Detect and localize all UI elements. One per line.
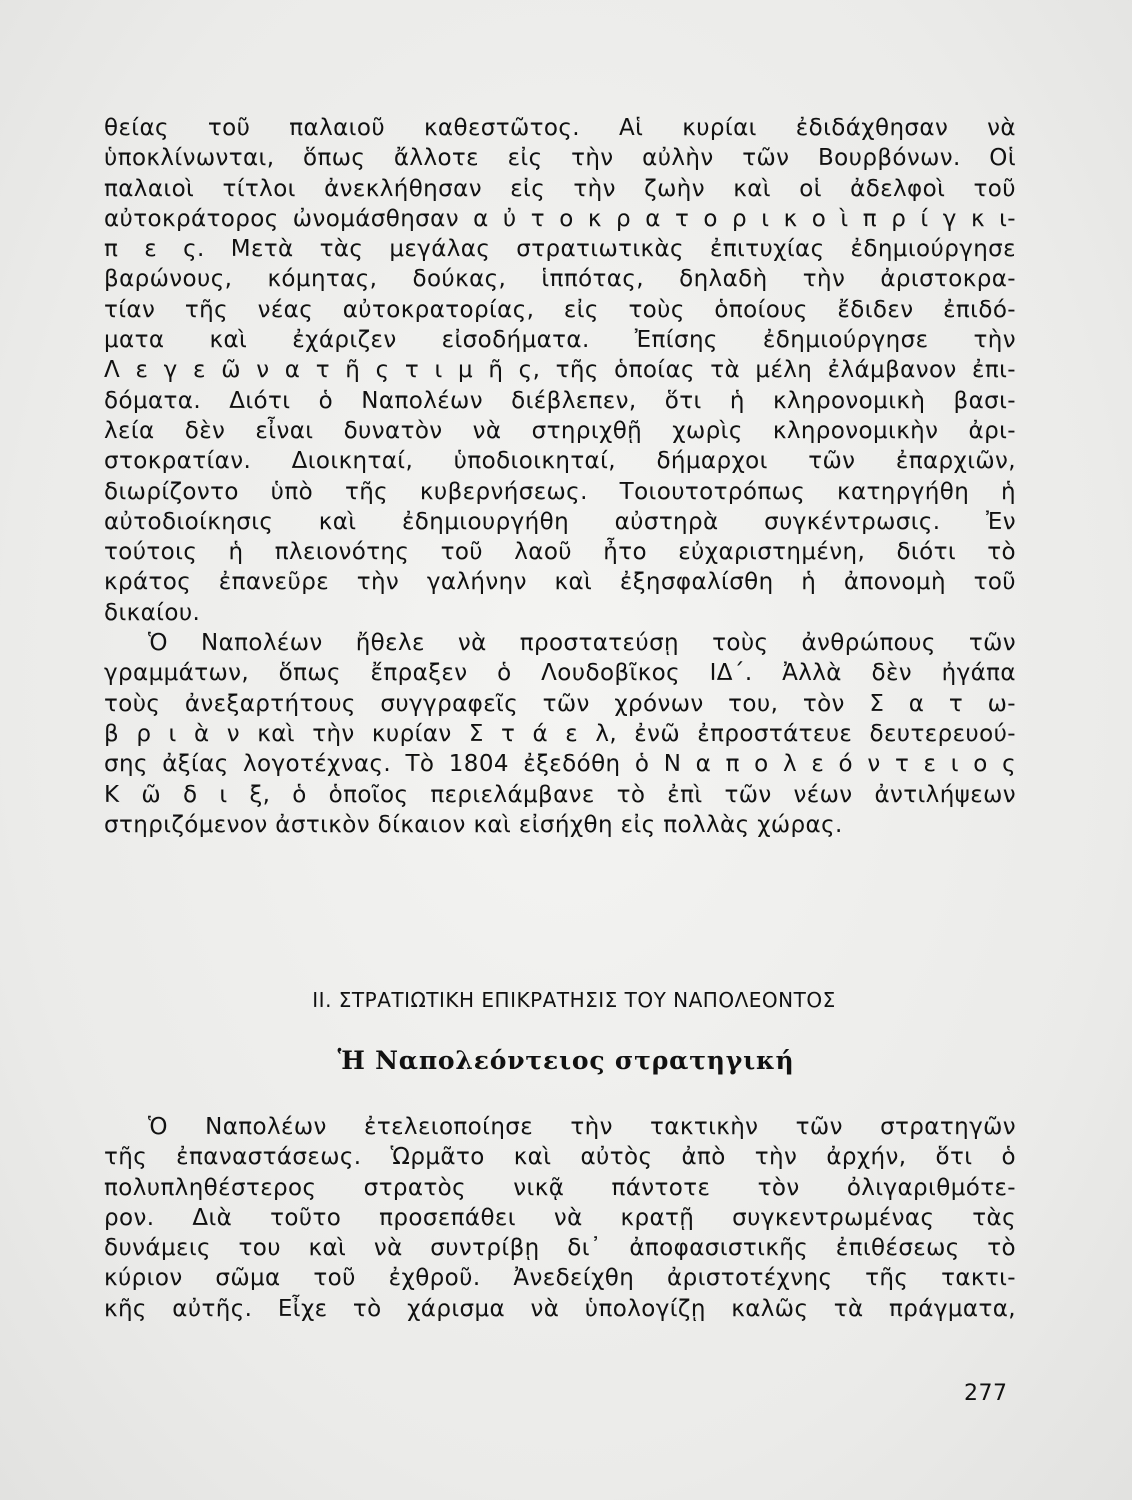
text-line: στοκρατίαν. Διοικηταί, ὑποδιοικηταί, δήμαρχοι τῶν ἐπαρχιῶν, (104, 448, 1016, 475)
body-text-top (104, 113, 1016, 840)
text-line: τούτοις ἡ πλειονότης τοῦ λαοῦ ἦτο εὐχαριστημένη, διότι τὸ (104, 539, 1016, 566)
text-line: ὑποκλίνωνται, ὅπως ἄλλοτε εἰς τὴν αὐλὴν τῶν Βουρβόνων. Οἱ (104, 145, 1016, 172)
text-line: διωρίζοντο ὑπὸ τῆς κυβερνήσεως. Τοιουτοτρόπως κατηργήθη ἡ (104, 478, 1016, 505)
text-line: Ὁ Ναπολέων ἤθελε νὰ προστατεύσῃ τοὺς ἀνθρώπους τῶν (148, 630, 1016, 657)
text-line: θείας τοῦ παλαιοῦ καθεστῶτος. Αἱ κυρίαι ἐδιδάχθησαν νὰ (104, 115, 1016, 141)
text-line: βαρώνους, κόμητας, δούκας, ἱππότας, δηλαδὴ τὴν ἀριστοκρα- (104, 266, 1016, 293)
text-line: δικαίου. (104, 599, 201, 626)
text-line: αὐτοκράτορος ὠνομάσθησαν α ὐ τ ο κ ρ α τ ο ρ ι κ ο ὶ π ρ ί γ κ ι- (104, 205, 1016, 232)
text-line: π ε ς. Μετὰ τὰς μεγάλας στρατιωτικὰς ἐπιτυχίας ἐδημιούργησε (104, 236, 1016, 263)
subheading: Ἡ Ναπολεόντειος στρατηγική (337, 1046, 795, 1075)
text-line: Ὁ Ναπολέων ἐτελειοποίησε τὴν τακτικὴν τῶν στρατηγῶν (148, 1114, 1016, 1140)
page-number: 277 (964, 1381, 1008, 1406)
text-line: κῆς αὐτῆς. Εἶχε τὸ χάρισμα νὰ ὑπολογίζῃ καλῶς τὰ πράγματα, (104, 1295, 1016, 1322)
text-line: αὐτοδιοίκησις καὶ ἐδημιουργήθη αὐστηρὰ συγκέντρωσις. Ἐν (104, 508, 1016, 535)
text-line: στηριζόμενον ἀστικὸν δίκαιον καὶ εἰσήχθη εἰς πολλὰς χώρας. (104, 811, 843, 838)
text-line: γραμμάτων, ὅπως ἔπραξεν ὁ Λουδοβῖκος ΙΔ΄. Ἀλλὰ δὲν ἠγάπα (104, 660, 1016, 687)
text-line: τῆς ἐπαναστάσεως. Ὡρμᾶτο καὶ αὐτὸς ἀπὸ τὴν ἀρχήν, ὅτι ὁ (104, 1144, 1016, 1171)
body-text-bottom (104, 1112, 1016, 1324)
text-line: Λ ε γ ε ῶ ν α τ ῆ ς τ ι μ ῆ ς, τῆς ὁποίας τὰ μέλη ἐλάμβανον ἐπι- (104, 357, 1016, 384)
text-line: πολυπληθέστερος στρατὸς νικᾷ πάντοτε τὸν ὀλιγαριθμότε- (104, 1174, 1016, 1201)
text-line: παλαιοὶ τίτλοι ἀνεκλήθησαν εἰς τὴν ζωὴν καὶ οἱ ἀδελφοὶ τοῦ (104, 175, 1016, 202)
text-line: σης ἀξίας λογοτέχνας. Τὸ 1804 ἐξεδόθη ὁ Ν α π ο λ ε ό ν τ ε ι ο ς (104, 751, 1016, 778)
text-line: δυνάμεις του καὶ νὰ συντρίβῃ δι᾿ ἀποφασιστικῆς ἐπιθέσεως τὸ (104, 1235, 1016, 1262)
text-line: Κ ῶ δ ι ξ, ὁ ὁποῖος περιελάμβανε τὸ ἐπὶ τῶν νέων ἀντιλήψεων (104, 781, 1016, 808)
text-line: τίαν τῆς νέας αὐτοκρατορίας, εἰς τοὺς ὁποίους ἔδιδεν ἐπιδό- (104, 296, 1016, 323)
text-line: κύριον σῶμα τοῦ ἐχθροῦ. Ἀνεδείχθη ἀριστοτέχνης τῆς τακτι- (104, 1265, 1016, 1292)
text-line: β ρ ι ὰ ν καὶ τὴν κυρίαν Σ τ ά ε λ, ἐνῶ ἐπροστάτευε δευτερευού- (104, 720, 1016, 747)
text-line: ρον. Διὰ τοῦτο προσεπάθει νὰ κρατῇ συγκεντρωμένας τὰς (104, 1204, 1016, 1231)
text-line: κράτος ἐπανεῦρε τὴν γαλήνην καὶ ἐξησφαλίσθη ἡ ἀπονομὴ τοῦ (104, 569, 1016, 596)
text-line: λεία δὲν εἶναι δυνατὸν νὰ στηριχθῇ χωρὶς κληρονομικὴν ἀρι- (104, 417, 1016, 444)
section-heading: ΙΙ. ΣΤΡΑΤΙΩΤΙΚΗ ΕΠΙΚΡΑΤΗΣΙΣ ΤΟΥ ΝΑΠΟΛΕΟΝΤΟΣ (312, 988, 836, 1012)
text-line: ματα καὶ ἐχάριζεν εἰσοδήματα. Ἐπίσης ἐδημιούργησε τὴν (104, 327, 1016, 354)
text-line: τοὺς ἀνεξαρτήτους συγγραφεῖς τῶν χρόνων του, τὸν Σ α τ ω- (104, 690, 1016, 717)
text-line: δόματα. Διότι ὁ Ναπολέων διέβλεπεν, ὅτι ἡ κληρονομικὴ βασι- (104, 387, 1016, 414)
